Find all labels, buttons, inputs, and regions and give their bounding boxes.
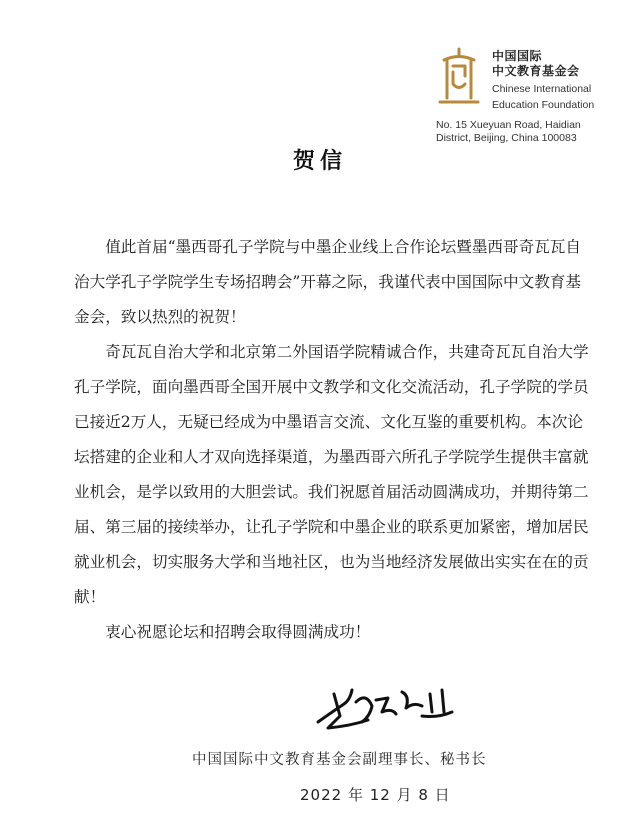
letterhead-logo-row [436,46,626,111]
letter-paragraph-2: 奇瓦瓦自治大学和北京第二外国语学院精诚合作，共建奇瓦瓦自治大学孔子学院，面向墨西哥全国开展中文教学和文化交流活动，孔子学院的学员已接近2万人，无疑已经成为中墨语言交流、文化互鉴的重要机构。本次论坛搭建的企业和人才双向选择渠道，为墨西哥六所孔子学院学生提供丰富就业机会，是学以致用的大胆尝试。我们祝愿首届活动圆满成功，并期待第二届、第三届的接续举办，让孔子学院和中墨企业的联系更加紧密，增加居民就业机会，切实服务大学和当地社区，也为当地经济发展做出实实在在的贡献！ [74,343,589,606]
org-address [436,119,626,145]
org-name-block [492,49,594,111]
letter-paragraph-1: 值此首届“墨西哥孔子学院与中墨企业线上合作论坛暨墨西哥奇瓦瓦自治大学孔子学院学生专场招聘会”开幕之际，我谨代表中国国际中文教育基金会，致以热烈的祝贺！ [74,238,581,326]
letter-paragraph-3: 衷心祝愿论坛和招聘会取得圆满成功！ [105,623,371,641]
address-line1: No. 15 Xueyuan Road, Haidian [436,119,581,131]
foundation-logo-icon [436,46,482,108]
letter-body [74,230,594,650]
handwritten-signature [310,682,460,734]
org-name-cn-line2: 中文教育基金会 [492,64,580,78]
letter-title: 贺信 [292,149,347,174]
address-line2: District, Beijing, China 100083 [436,132,577,144]
letter-date: 2022 年 12 月 8 日 [300,786,451,804]
signer-title: 中国国际中文教育基金会副理事长、秘书长 [192,752,487,768]
org-name-en-line2: Education Foundation [492,99,595,111]
org-name-en-line1: Chinese International [492,83,592,95]
letterhead [436,46,626,145]
org-name-cn-line1: 中国国际 [492,49,543,63]
